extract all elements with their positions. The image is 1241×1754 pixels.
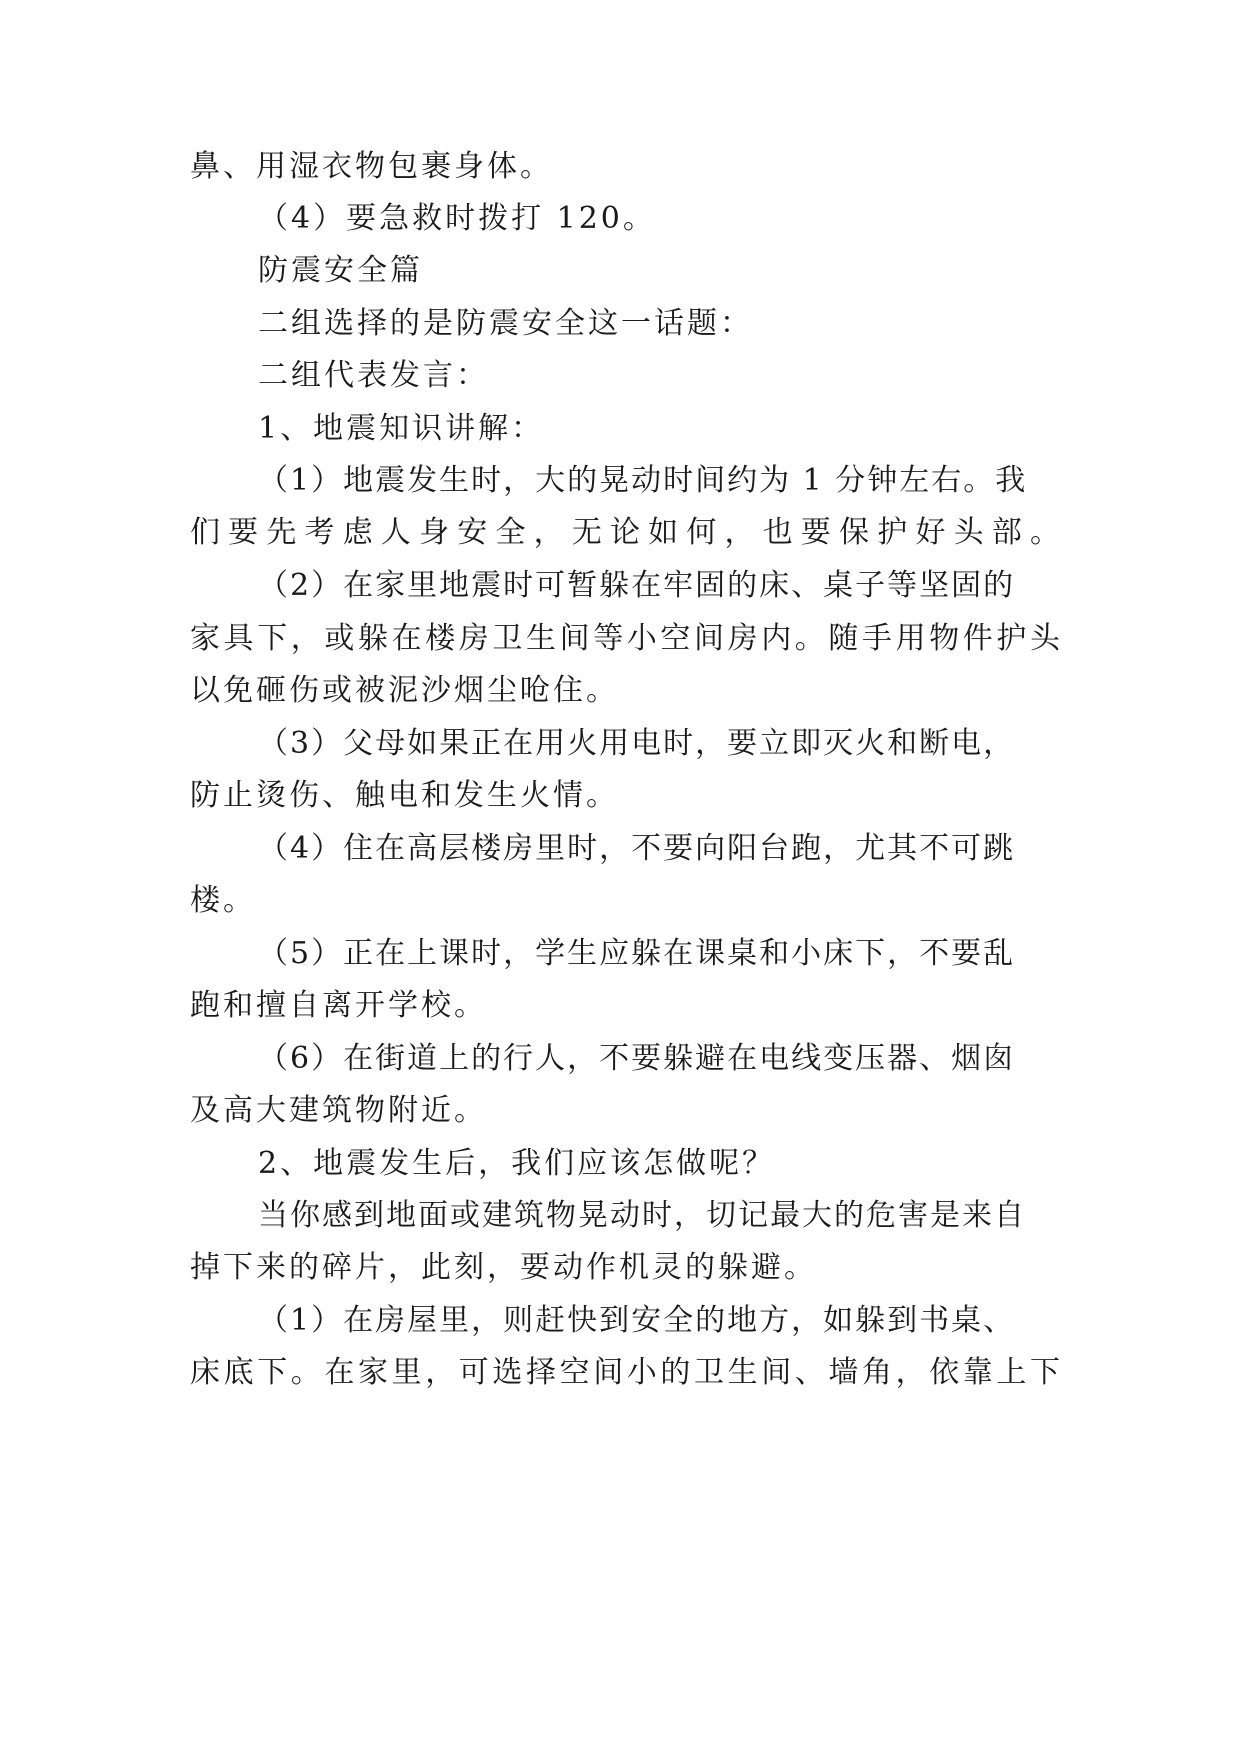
paragraph-line: （1）地震发生时，大的晃动时间约为 1 分钟左右。我 [258,463,1028,498]
paragraph-line: 掉下来的碎片，此刻，要动作机灵的躲避。 [190,1250,817,1285]
paragraph-line: 跑和擅自离开学校。 [190,988,487,1023]
paragraph-line: 鼻、用湿衣物包裹身体。 [190,149,553,184]
paragraph-line: （3）父母如果正在用火用电时，要立即灭火和断电， [258,726,1016,761]
paragraph-line: 当你感到地面或建筑物晃动时，切记最大的危害是来自 [258,1198,1026,1233]
paragraph-line: （2）在家里地震时可暂躲在牢固的床、桌子等坚固的 [258,568,1016,603]
paragraph-line: （1）在房屋里，则赶快到安全的地方，如躲到书桌、 [258,1303,1016,1338]
paragraph-line: 床底下。在家里，可选择空间小的卫生间、墙角，依靠上下 [190,1355,1060,1390]
paragraph-line: 2、地震发生后，我们应该怎做呢？ [258,1146,776,1181]
paragraph-line: （5）正在上课时，学生应躲在课桌和小床下，不要乱 [258,936,1016,971]
paragraph-line: 家具下，或躲在楼房卫生间等小空间房内。随手用物件护头 [190,621,1060,656]
paragraph-line: 以免砸伤或被泥沙烟尘呛住。 [190,673,619,708]
section-heading: 防震安全篇 [258,253,423,288]
paragraph-line: 们要先考虑人身安全，无论如何，也要保护好头部。 [190,515,1060,550]
paragraph-line: （4）住在高层楼房里时，不要向阳台跑，尤其不可跳 [258,831,1016,866]
paragraph-line: 楼。 [190,883,256,918]
paragraph-line: 二组选择的是防震安全这一话题： [258,306,753,341]
paragraph-line: （6）在街道上的行人，不要躲避在电线变压器、烟囱 [258,1041,1016,1076]
paragraph-line: 及高大建筑物附近。 [190,1093,487,1128]
paragraph-line: （4）要急救时拨打 120。 [258,201,656,236]
paragraph-line: 防止烫伤、触电和发生火情。 [190,778,619,813]
paragraph-line: 1、地震知识讲解： [258,411,545,446]
paragraph-line: 二组代表发言： [258,358,489,393]
